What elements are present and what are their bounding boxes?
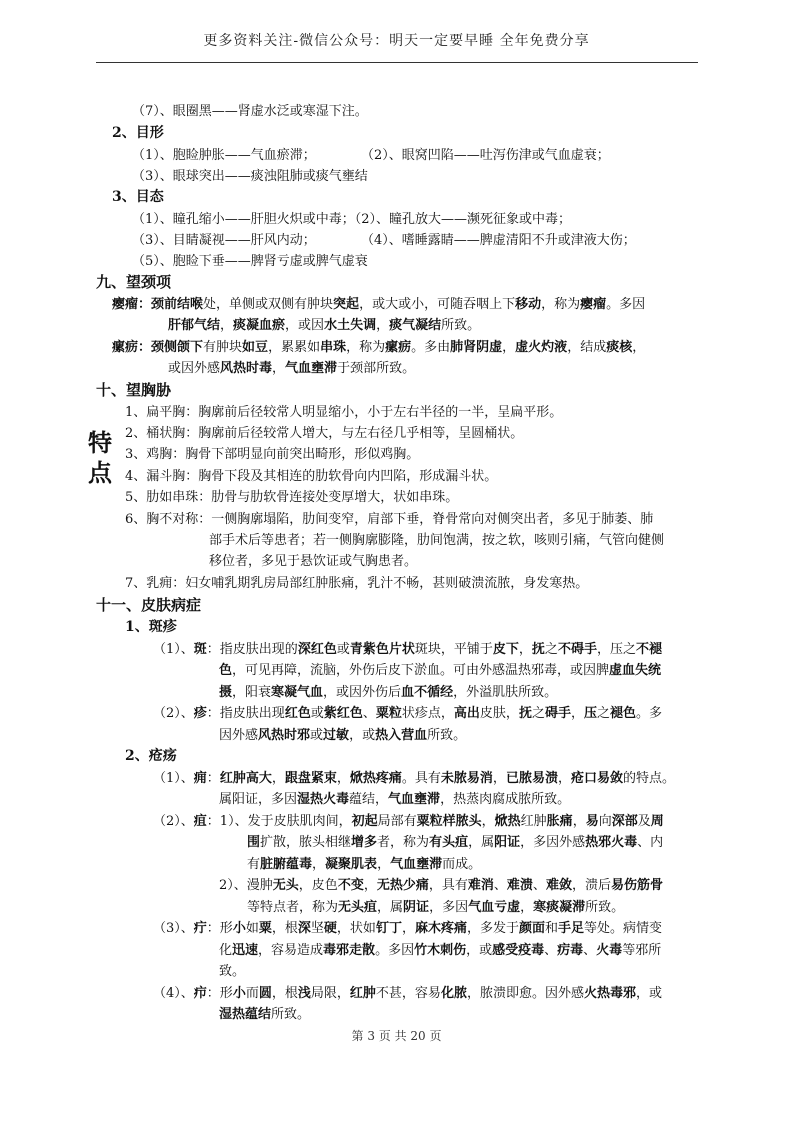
subheading-sores: 2、疮疡 [125,748,177,764]
eye-state-item-3: （3）、目睛凝视——肝风内动； [132,233,316,248]
eye-state-item-5: （5）、胞睑下垂——脾肾亏虚或脾气虚衰 [132,254,368,269]
side-label-char-2: 点 [88,458,112,487]
carbuncle-line-2: 属阳证，多因湿热火毒蕴结，气血壅滞，热蒸肉腐成脓所致。 [219,792,571,807]
chest-item-6-line-2: 部手术后等患者；若一侧胸廓膨隆，肋间饱满，按之软，咳则引痛，气管向健侧 [209,533,665,548]
ding-line-3: 致。 [219,964,246,979]
papule-line-1: （2）、疹：指皮肤出现红色或紫红色、粟粒状疹点，高出皮肤，抚之碍手，压之褪色。多 [153,706,663,721]
ding-line-1: （3）、疔：形小如粟，根深坚硬，状如钉丁，麻木疼痛，多发于颜面和手足等处。病情变 [153,921,663,936]
carbuncle-line-1: （1）、痈：红肿高大，跟盘紧束，焮热疼痛。具有未脓易消，已脓易溃，疮口易敛的特点。 [153,771,675,786]
eye-state-item-4: （4）、嗜睡露睛——脾虚清阳不升或津液大伤； [361,233,636,248]
ju-line-2: 围扩散，脓头相继增多者，称为有头疽，属阳证，多因外感热邪火毒、内 [247,835,664,850]
jie-line-2: 湿热蕴结所致。 [219,1007,311,1022]
ju-line-4: 2）、漫肿无头，皮色不变，无热少痛，具有难消、难溃、难敛，溃后易伤筋骨 [219,878,663,893]
page-footer: 第 3 页 共 20 页 [351,1029,442,1043]
chest-item-2: 2、桶状胸：胸廓前后径较常人增大，与左右径几乎相等，呈圆桶状。 [125,426,524,441]
section-heading-neck: 九、望颈项 [96,273,172,291]
macula-line-2: 色，可见再障，流脑，外伤后皮下淤血。可由外感温热邪毒，或因脾虚血失统 [219,663,662,678]
page-header: 更多资料关注-微信公众号：明天一定要早睡 全年免费分享 [203,33,590,49]
chest-item-6-line-1: 6、胸不对称：一侧胸廓塌陷，肋间变窄，肩部下垂，脊骨常向对侧突出者，多见于肺萎、肺 [125,512,654,527]
subheading-eye-shape: 2、目形 [112,125,164,141]
side-label-char-1: 特 [88,428,112,457]
eye-color-item-7: （7）、眼圈黑——肾虚水泛或寒湿下注。 [132,104,368,119]
subheading-eye-state: 3、目态 [112,189,164,205]
ju-line-3: 有脏腑蕴毒，凝聚肌表，气血壅滞而成。 [247,857,482,872]
ju-line-5: 等特点者，称为无头疽，属阴证，多因气血亏虚，寒痰凝滞所致。 [247,900,625,915]
eye-state-items-1-2: （1）、瞳孔缩小——肝胆火炽或中毒；（2）、瞳孔放大——濒死征象或中毒； [132,212,572,227]
chest-item-7: 7、乳痈：妇女哺乳期乳房局部红肿胀痛，乳汁不畅，甚则破溃流脓，身发寒热。 [125,576,589,591]
scrofula-line-2: 或因外感风热时毒，气血壅滞于颈部所致。 [168,361,416,376]
chest-item-3: 3、鸡胸：胸骨下部明显向前突出畸形，形似鸡胸。 [125,447,420,462]
section-heading-skin: 十一、皮肤病症 [96,596,202,614]
eye-shape-item-3: （3）、眼球突出——痰浊阻肺或痰气壅结 [132,169,368,184]
macula-line-1: （1）、斑：指皮肤出现的深红色或青紫色片状斑块，平铺于皮下，抚之不碍手，压之不褪 [153,642,662,657]
chest-item-4: 4、漏斗胸：胸骨下段及其相连的肋软骨向内凹陷，形成漏斗状。 [125,469,498,484]
header-divider [96,62,698,63]
goiter-line-1: 瘿瘤：颈前结喉处，单侧或双侧有肿块突起，或大或小，可随吞咽上下移动，称为瘿瘤。多因 [112,297,646,312]
jie-line-1: （4）、疖：形小而圆，根浅局限，红肿不甚，容易化脓，脓溃即愈。因外感火热毒邪，或 [153,986,662,1001]
papule-line-2: 因外感风热时邪或过敏，或热入营血所致。 [219,728,467,743]
ding-line-2: 化迅速，容易造成毒邪走散。多因竹木刺伤，或感受疫毒、疠毒、火毒等邪所 [219,943,662,958]
macula-line-3: 摄，阳衰寒凝气血，或因外伤后血不循经，外溢肌肤所致。 [219,685,558,700]
subheading-macula-papule: 1、斑疹 [125,619,177,635]
chest-item-6-line-3: 移位者，多见于悬饮证或气胸患者。 [209,554,418,569]
section-heading-chest: 十、望胸胁 [96,381,172,399]
eye-shape-item-2: （2）、眼窝凹陷——吐泻伤津或气血虚衰； [361,148,610,163]
ju-line-1: （2）、疽：1）、发于皮肤肌肉间，初起局部有粟粒样脓头，焮热红肿胀痛，易向深部及周 [153,814,664,829]
goiter-line-2: 肝郁气结，痰凝血瘀，或因水土失调，痰气凝结所致。 [168,318,481,333]
chest-item-5: 5、肋如串珠：肋骨与肋软骨连接处变厚增大，状如串珠。 [125,490,459,505]
scrofula-line-1: 瘰疬：颈侧颌下有肿块如豆，累累如串珠，称为瘰疬。多由肺肾阴虚，虚火灼液，结成痰核， [112,340,646,355]
chest-item-1: 1、扁平胸：胸廓前后径较常人明显缩小，小于左右半径的一半，呈扁平形。 [125,405,563,420]
eye-shape-item-1: （1）、胞睑肿胀——气血瘀滞； [132,148,316,163]
